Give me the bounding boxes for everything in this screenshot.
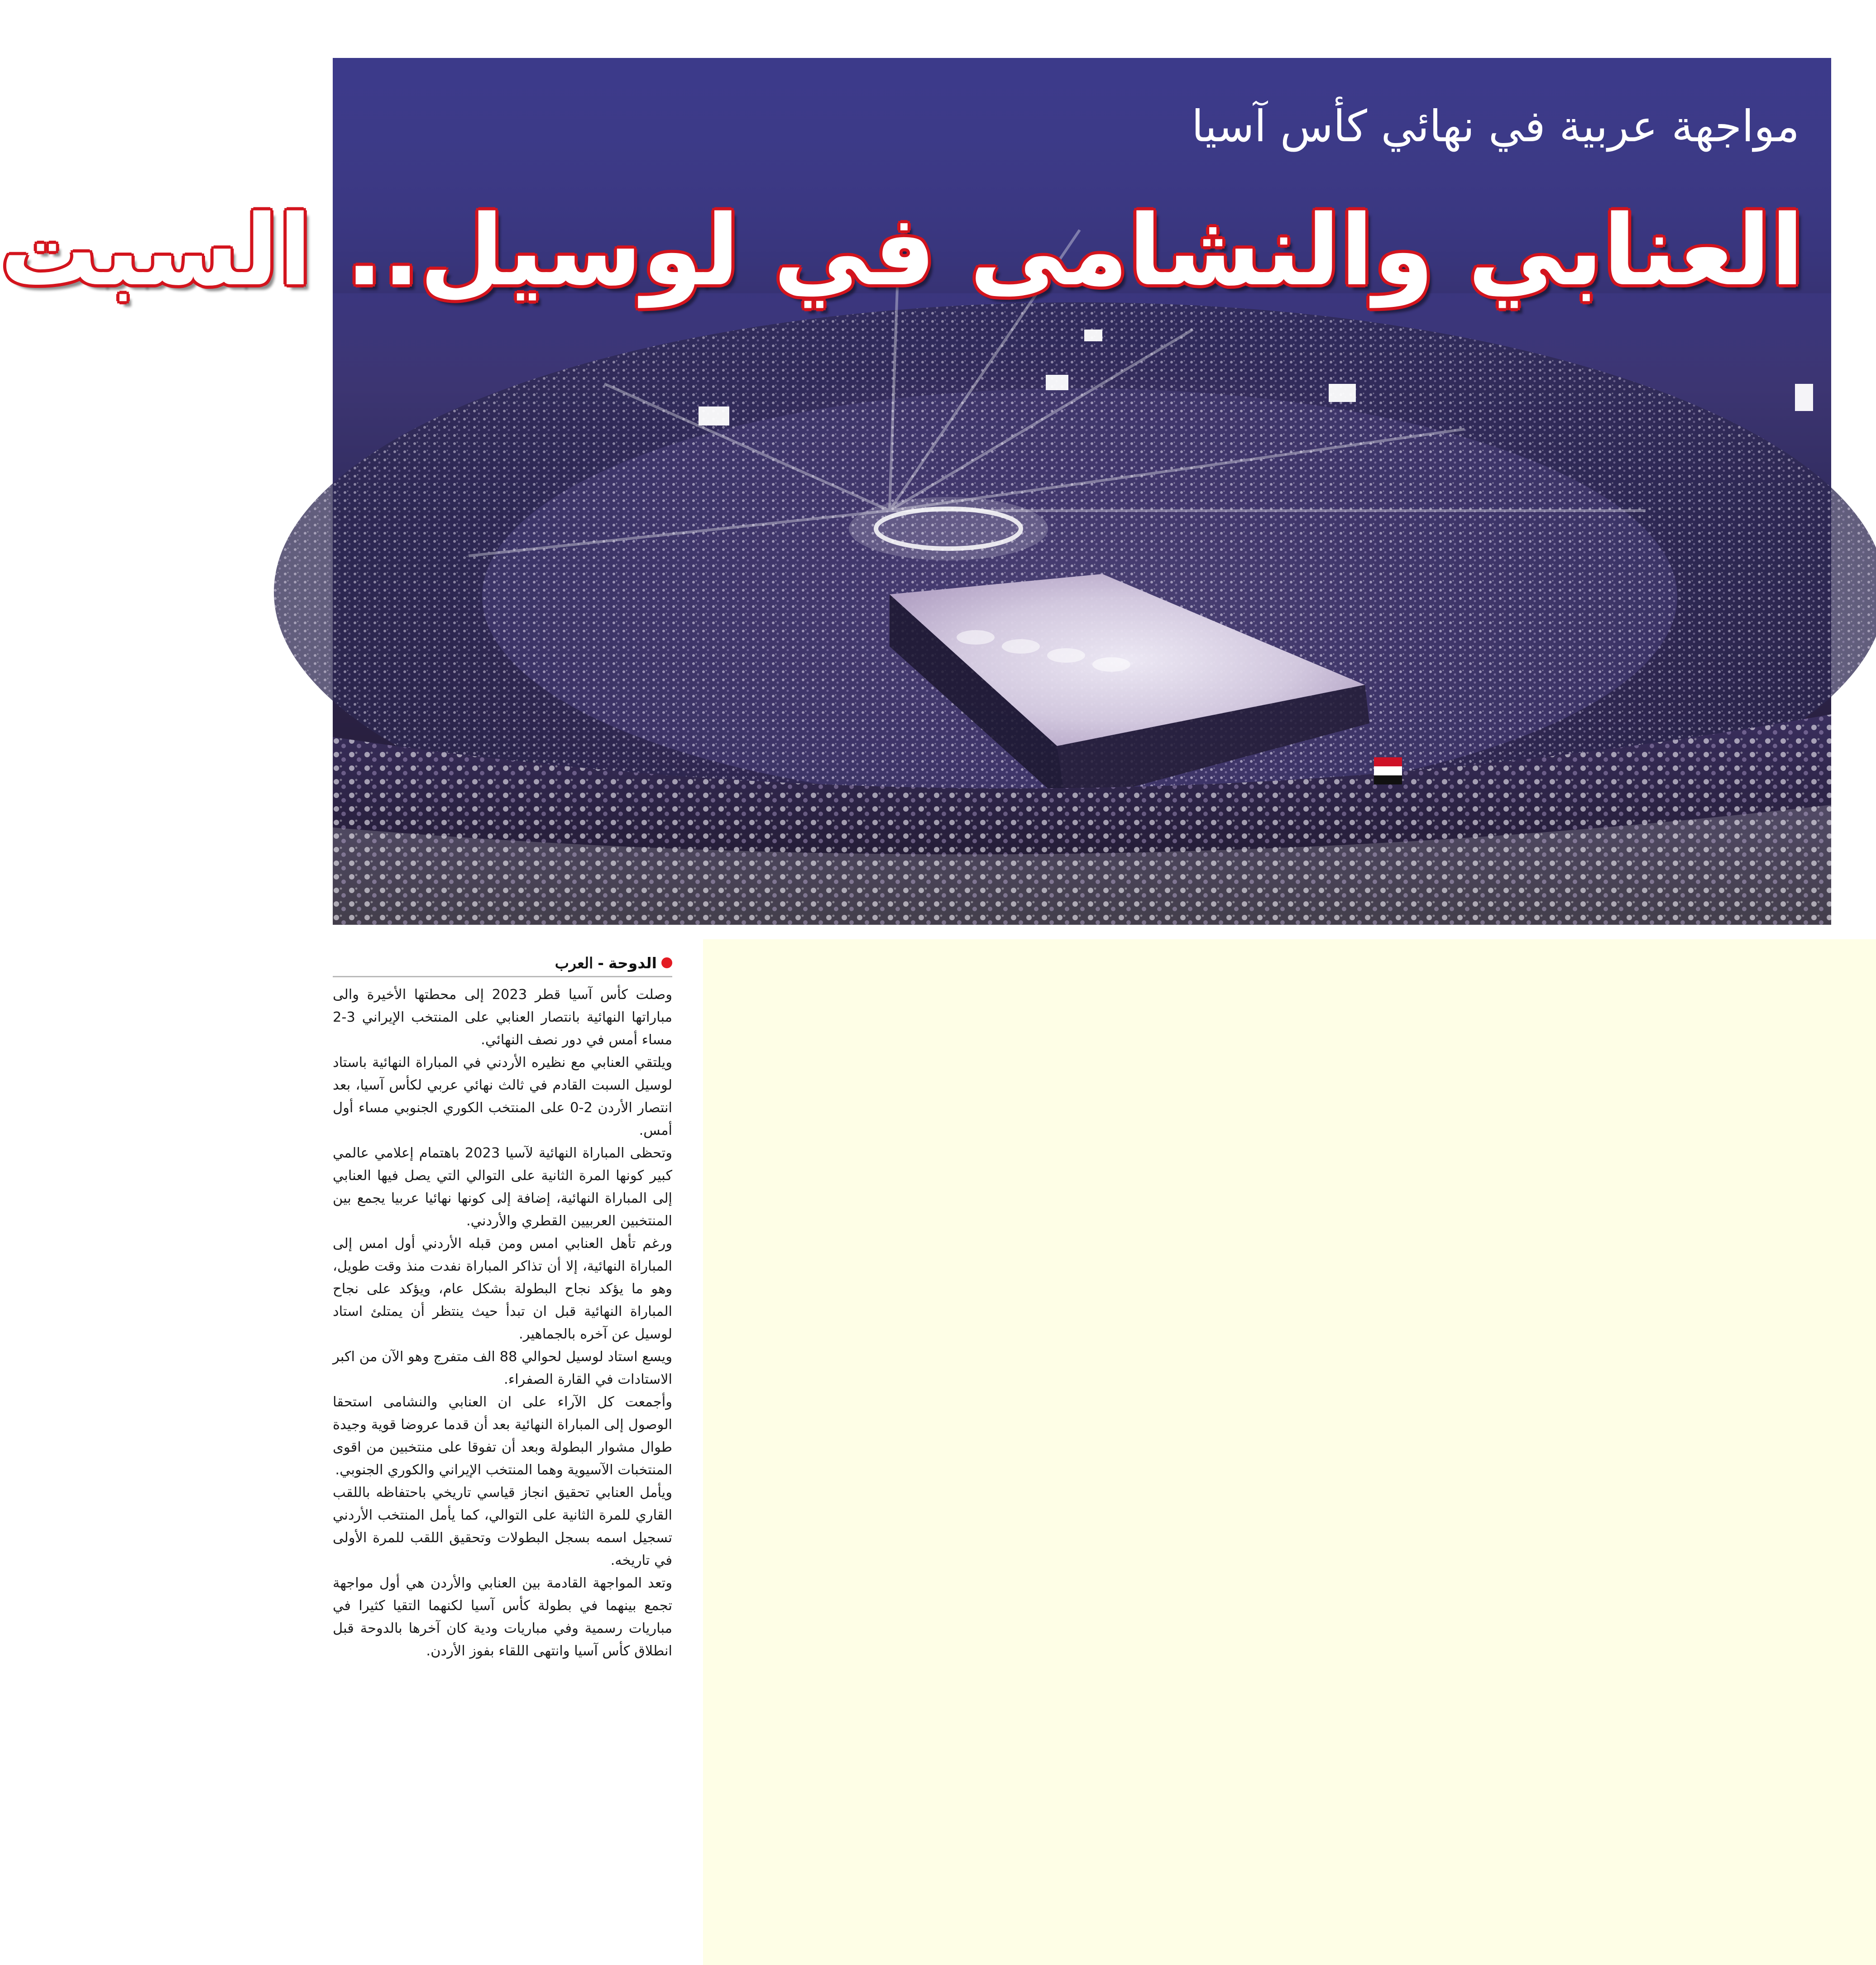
article-paragraph: ويأمل العنابي تحقيق انجاز قياسي تاريخي باحتفاظه باللقب القاري للمرة الثانية على التوالي، كما يأمل المنتخب الأردني تسجيل اسمه بسجل البطولات وتحقيق اللقب للمرة الأولى في تاريخه. [333, 1485, 672, 1568]
article-paragraph: وصلت كأس آسيا قطر 2023 إلى محطتها الأخيرة والى مباراتها النهائية بانتصار العنابي على المنتخب الإيراني 3-2 مساء أمس في دور نصف النهائي. [333, 987, 672, 1048]
stadium-illustration [333, 58, 1831, 925]
article-paragraph: ويسع استاد لوسيل لحوالي 88 الف متفرج وهو الآن من اكبر الاستادات في القارة الصفراء. [333, 1349, 672, 1387]
bullet-icon [661, 957, 672, 968]
kicker-headline: مواجهة عربية في نهائي كأس آسيا [1191, 101, 1799, 152]
article-paragraph: وتعد المواجهة القادمة بين العنابي والأردن هي أول مواجهة تجمع بينهما في بطولة كأس آسيا لكنهما التقيا كثيرا في مباريات رسمية وفي مباريات ودية كان آخرها بالدوحة قبل انطلاق كأس آسيا وانتهى اللقاء بفوز الأردن. [333, 1575, 672, 1659]
byline [333, 950, 672, 977]
article-paragraph: وتحظى المباراة النهائية لآسيا 2023 باهتمام إعلامي عالمي كبير كونها المرة الثانية على التوالي التي يصل فيها العنابي إلى المباراة النهائية، إضافة إلى كونها نهائيا عربيا يجمع بين المنتخبين العربيين القطري والأردني. [333, 1145, 672, 1229]
main-headline: العنابي والنشامى في لوسيل.. السبت [0, 194, 1804, 307]
empty-ad-panel [703, 939, 1876, 1965]
hero-photo [0, 58, 1831, 925]
article-paragraph: وأجمعت كل الآراء على ان العنابي والنشامى استحقا الوصول إلى المباراة النهائية بعد أن قدما عروضا قوية وجيدة طوال مشوار البطولة وبعد أن تفوقا على منتخبين من اقوى المنتخبات الآسيوية وهما المنتخب الإيراني والكوري الجنوبي. [333, 1394, 672, 1478]
article-column [333, 950, 672, 1663]
byline-separator: - [598, 954, 604, 972]
byline-city: الدوحة [608, 954, 657, 972]
fan-flag [1374, 757, 1402, 784]
article-body [333, 984, 672, 1663]
article-paragraph: ورغم تأهل العنابي امس ومن قبله الأردني أول امس إلى المباراة النهائية، إلا أن تذاكر المباراة نفدت منذ وقت طويل، وهو ما يؤكد نجاح البطولة بشكل عام، ويؤكد على نجاح المباراة النهائية قبل ان تبدأ حيث ينتظر أن يمتلئ استاد لوسيل عن آخره بالجماهير. [333, 1236, 672, 1342]
byline-brand: العرب [555, 954, 593, 972]
article-paragraph: ويلتقي العنابي مع نظيره الأردني في المباراة النهائية باستاد لوسيل السبت القادم في ثالث نهائي عربي لكأس آسيا، بعد انتصار الأردن 2-0 على المنتخب الكوري الجنوبي مساء أول أمس. [333, 1055, 672, 1138]
